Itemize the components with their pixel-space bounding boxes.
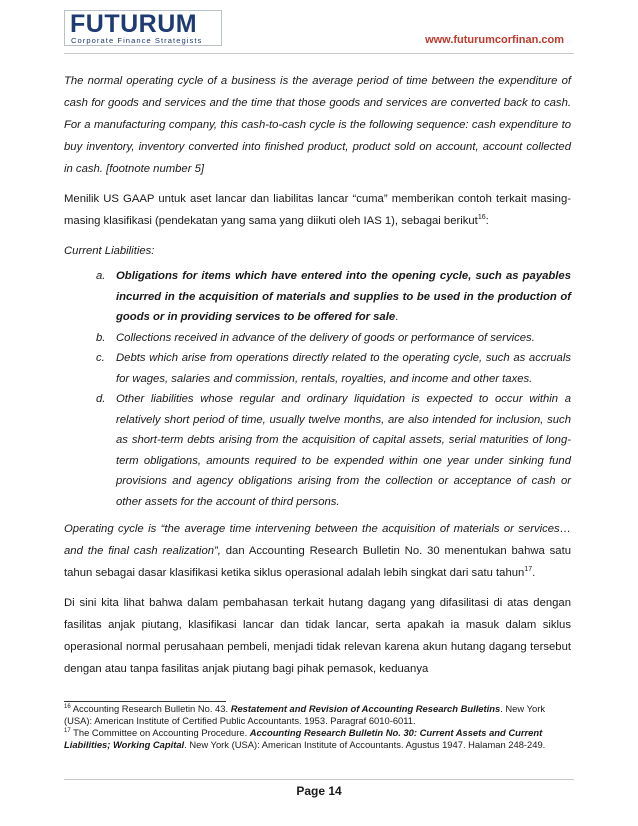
list-marker: d. <box>96 393 106 405</box>
footnote-number: 16 <box>64 703 71 710</box>
page-body <box>64 70 571 688</box>
list-item-text: Debts which arise from operations directly related to the operating cycle, such as accruals for wages, salaries and commission, rentals, royalties, and income and other taxes. <box>116 352 571 385</box>
paragraph-punct: . <box>532 567 536 579</box>
page-number: Page 14 <box>296 784 342 798</box>
list-item-punct: . <box>395 311 399 323</box>
paragraph-trade-payables: Di sini kita lihat bahwa dalam pembahasan terkait hutang dagang yang difasilitasi di atas dengan fasilitas anjak piutang, klasifikasi lancar dan tidak lancar, serta apakah ia masuk dalam siklus operasional normal perusahaan pembeli, menjadi tidak relevan karena akun hutang dagang tersebut dengan atau tanpa fasilitas anjak piutang bagi pihak pemasok, keduanya <box>64 597 571 675</box>
paragraph-operating-cycle: The normal operating cycle of a business is the average period of time between the expenditure of cash for goods and services and the time that those goods and services are converted back to cash. For a manufacturing company, this cash-to-cash cycle is the following sequence: cash expenditure to buy inventory, inventory converted into finished product, product sold on account, account collected in cash. [footnote number 5] <box>64 75 571 175</box>
paragraph-us-gaap <box>64 188 571 232</box>
paragraph-text: dan Accounting Research Bulletin No. 30 menentukan bahwa satu tahun sebagai dasar klasifikasi ketika siklus operasional adalah lebih singkat dari satu tahun <box>64 545 572 579</box>
list-item-a <box>64 266 571 328</box>
logo-wordmark: FUTURUM <box>70 10 198 38</box>
footnote-ref-16[interactable]: 16 <box>477 214 486 222</box>
list-marker: b. <box>96 331 106 344</box>
paragraph-text: Menilik US GAAP untuk aset lancar dan liabilitas lancar “cuma” memberikan contoh terkait masing-masing klasifikasi (pendekatan yang sama yang diikuti oleh IAS 1), sebagai berikut <box>64 193 571 227</box>
list-marker: a. <box>96 270 106 282</box>
footnote-title: Accounting Research Bulletin No. 30: Current Assets and Current Liabilities; Working Capital <box>64 727 543 750</box>
logo-tagline: Corporate Finance Strategists <box>71 36 203 45</box>
footnotes <box>64 703 571 751</box>
list-item-b <box>64 328 571 349</box>
footnote-title: Restatement and Revision of Accounting Research Bulletins <box>230 703 501 714</box>
footnote-16 <box>64 703 571 727</box>
website-link[interactable]: www.futurumcorfinan.com <box>425 34 564 46</box>
footnote-text: . New York (USA): American Institute of Certified Public Accountants. 1953. Paragraf 6010-6011. <box>64 703 546 726</box>
list-item-c <box>64 348 571 389</box>
footnote-text: The Committee on Accounting Procedure. <box>70 727 250 738</box>
paragraph-punct: : <box>485 215 489 227</box>
paragraph-arb-30 <box>64 518 571 584</box>
list-item-d <box>64 389 571 512</box>
header-divider <box>64 53 574 54</box>
footnote-ref-17[interactable]: 17 <box>524 566 533 574</box>
footnote-number: 17 <box>64 727 71 734</box>
list-item-text: Obligations for items which have entered into the opening cycle, such as payables incurred in the acquisition of materials and supplies to be used in the production of goods or in providing services to be offered for sale <box>116 270 571 323</box>
current-liabilities-list <box>64 266 571 512</box>
list-item-text: Other liabilities whose regular and ordinary liquidation is expected to occur within a relatively short period of time, usually twelve months, are also intended for inclusion, such as short-term debts arising from the acquisition of capital assets, serial maturities of long-term obligations, amounts required to be expended within one year under sinking fund provisions and agency obligations arising from the collection or acceptance of cash or other assets for the account of third persons. <box>116 393 571 508</box>
current-liabilities-heading: Current Liabilities: <box>64 245 155 257</box>
footer-divider <box>64 779 574 780</box>
list-marker: c. <box>96 352 105 364</box>
list-item-text: Collections received in advance of the delivery of goods or performance of services. <box>116 331 535 344</box>
footnote-text: . New York (USA): American Institute of Accountants. Agustus 1947. Halaman 248-249. <box>184 739 546 750</box>
footnote-text: Accounting Research Bulletin No. 43. <box>70 703 231 714</box>
footnote-17 <box>64 727 571 751</box>
futurum-logo <box>64 10 222 46</box>
footnote-separator <box>64 701 226 702</box>
operating-cycle-quote: Operating cycle is “the average time intervening between the acquisition of materials or services…and the final cash realization”, <box>64 523 571 557</box>
